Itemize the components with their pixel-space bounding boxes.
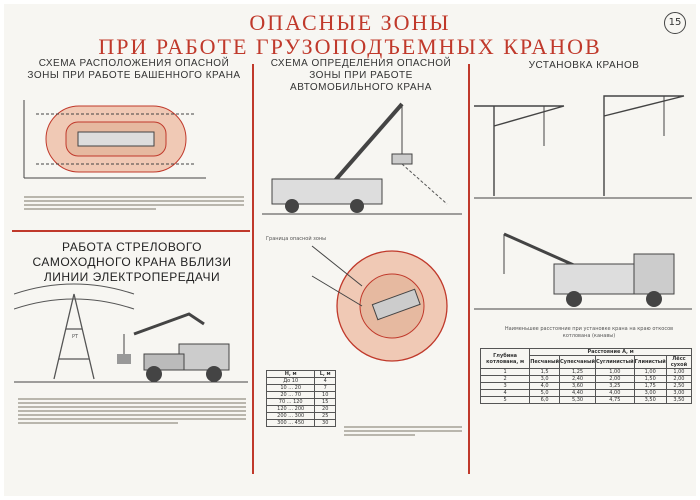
distance-cell: 5,30 (560, 397, 596, 404)
distance-cell: 1,5 (530, 369, 560, 376)
zone-table-cell: 70 ... 120 (267, 399, 315, 406)
distance-cell: 3,0 (530, 376, 560, 383)
section-title-power-lines: РАБОТА СТРЕЛОВОГО САМОХОДНОГО КРАНА ВБЛИЗИ ЛИНИИ ЭЛЕКТРОПЕРЕДАЧИ (32, 240, 232, 284)
zone-table-cell: 200 ... 300 (267, 413, 315, 420)
distance-table-header: Суглинистый (596, 356, 635, 369)
distance-cell: 4,00 (596, 390, 635, 397)
zone-table-cell: 4 (315, 378, 336, 385)
zone-table-cell: 30 (315, 420, 336, 427)
zone-table-cell: 10 (315, 392, 336, 399)
distance-table-header: Глубина котлована, м (481, 349, 530, 369)
tower-crane-text (24, 194, 244, 212)
divider-left-horizontal (12, 230, 250, 232)
section-title-installation: УСТАНОВКА КРАНОВ (528, 60, 640, 71)
distance-cell: 4,0 (530, 383, 560, 390)
zone-table (266, 370, 336, 427)
distance-cell: 4,75 (596, 397, 635, 404)
distance-cell: 2,00 (666, 376, 691, 383)
section-title-tower-crane: СХЕМА РАСПОЛОЖЕНИЯ ОПАСНОЙ ЗОНЫ ПРИ РАБОТЕ БАШЕННОГО КРАНА (27, 58, 241, 81)
distance-cell: 3 (481, 383, 530, 390)
distance-cell: 1,00 (596, 369, 635, 376)
title-line-1: ОПАСНЫЕ ЗОНЫ (249, 10, 451, 35)
cargo-zone-label: Граница опасной зоны (266, 236, 327, 242)
distance-cell: 4,40 (560, 390, 596, 397)
distance-cell: 6,0 (530, 397, 560, 404)
distance-cell: 1,00 (634, 369, 666, 376)
zone-circle-diagram (262, 226, 462, 366)
distance-cell: 1,00 (666, 369, 691, 376)
installation-mobile-crane (474, 214, 692, 314)
zone-table-cell: 300 ... 450 (267, 420, 315, 427)
distance-cell: 3,50 (666, 397, 691, 404)
distance-cell: 3,00 (666, 390, 691, 397)
distance-cell: 1 (481, 369, 530, 376)
zone-table-cell: 120 ... 200 (267, 406, 315, 413)
divider-right (468, 64, 470, 474)
distance-cell: 1,75 (634, 383, 666, 390)
distance-table (480, 348, 692, 404)
distance-cell: 2,40 (560, 376, 596, 383)
distance-cell: 2,50 (666, 383, 691, 390)
power-lines-text (18, 396, 246, 426)
zone-table-cell: 25 (315, 413, 336, 420)
zone-table-cell: До 10 (267, 378, 315, 385)
mobile-crane-diagram (262, 84, 462, 219)
page-number-badge: 15 (664, 12, 686, 34)
distance-table-header: Песчаный (530, 356, 560, 369)
mobile-crane-notes (344, 424, 462, 438)
distance-cell: 3,25 (596, 383, 635, 390)
installation-diagrams (474, 76, 692, 206)
zone-table-cell: 15 (315, 399, 336, 406)
tower-crane-zone-diagram (16, 94, 248, 189)
distance-cell: 2,00 (596, 376, 635, 383)
divider-left (252, 64, 254, 474)
distance-cell: 1,25 (560, 369, 596, 376)
pt-label: РТ (72, 334, 79, 340)
distance-table-header: Глинистый (634, 356, 666, 369)
distance-table-header: Супесчаный (560, 356, 596, 369)
distance-cell: 1,50 (634, 376, 666, 383)
distance-cell: 3,00 (634, 390, 666, 397)
section-title-mobile-crane: СХЕМА ОПРЕДЕЛЕНИЯ ОПАСНОЙ ЗОНЫ ПРИ РАБОТЕ АВТОМОБИЛЬНОГО КРАНА (270, 58, 452, 93)
distance-table-caption: Наименьшее расстояние при установке крана на краю откосов котлована (канавы) (504, 326, 674, 339)
zone-table-cell: 20 (315, 406, 336, 413)
distance-cell: 4 (481, 390, 530, 397)
power-line-crane-diagram (14, 274, 248, 389)
distance-cell: 2 (481, 376, 530, 383)
zone-table-cell: 7 (315, 385, 336, 392)
distance-cell: 5,0 (530, 390, 560, 397)
poster (4, 4, 696, 496)
distance-cell: 3,50 (634, 397, 666, 404)
distance-cell: 3,60 (560, 383, 596, 390)
distance-table-group-header: Расстояние А, м (530, 349, 692, 356)
distance-table-header: Лёсс сухой (666, 356, 691, 369)
zone-table-cell: 10 ... 20 (267, 385, 315, 392)
zone-table-header: L, м (315, 371, 336, 378)
title-line-2: ПРИ РАБОТЕ ГРУЗОПОДЪЕМНЫХ КРАНОВ (98, 34, 602, 59)
distance-cell: 5 (481, 397, 530, 404)
zone-table-header: Н, м (267, 371, 315, 378)
zone-table-cell: 20 ... 70 (267, 392, 315, 399)
